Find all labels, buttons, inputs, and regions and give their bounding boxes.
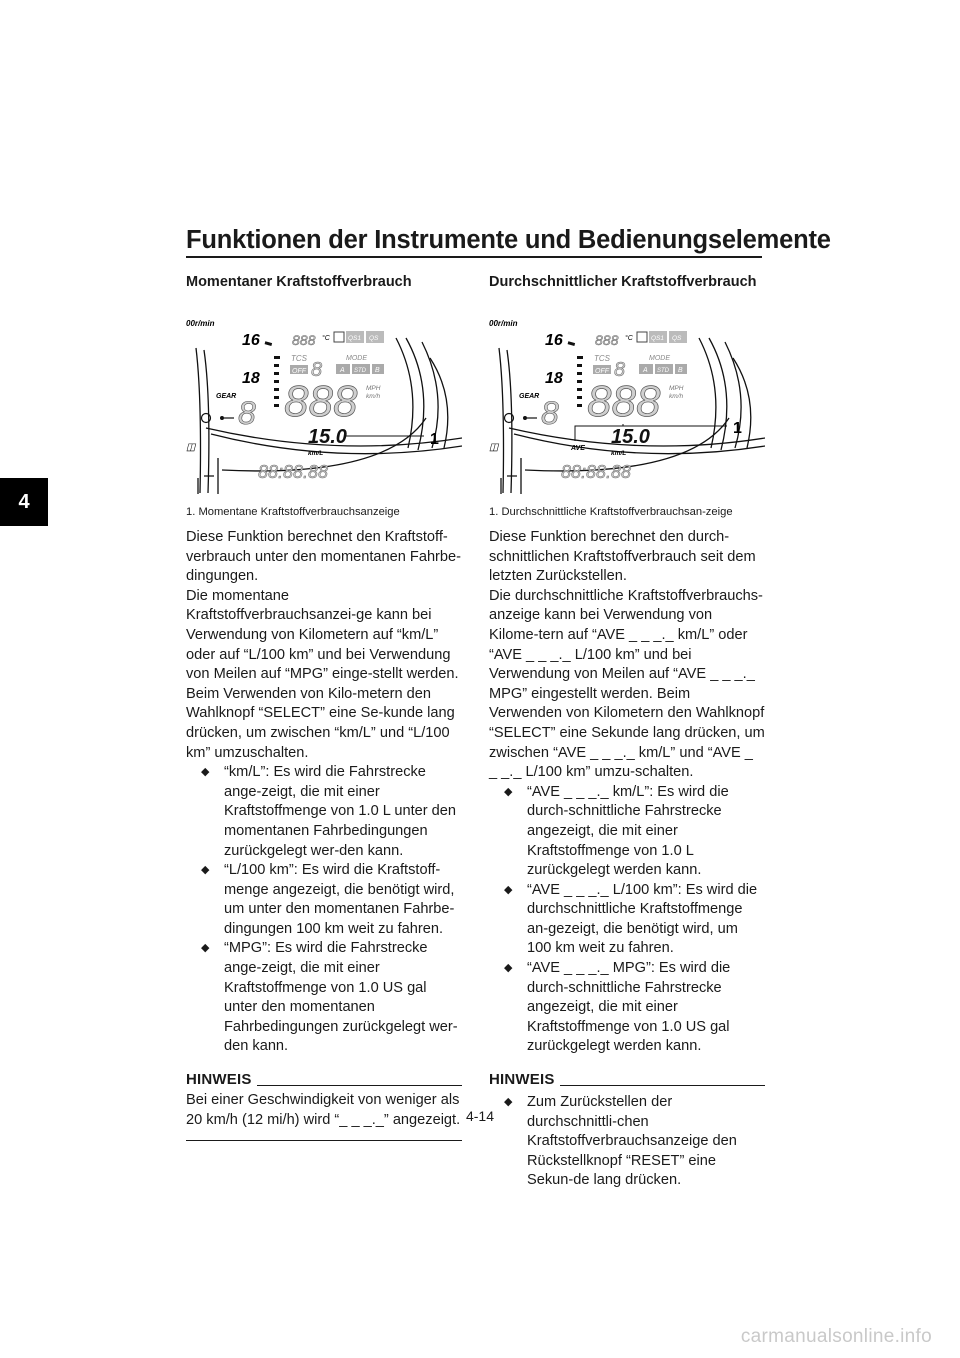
clock-digits: 88:88.88 (258, 462, 329, 482)
callout-number: 1 (733, 420, 742, 437)
option-list (489, 783, 765, 1057)
mode-std-label: STD (354, 368, 366, 374)
instrument-figure-current (186, 298, 462, 498)
list-item: ◆ “AVE _ _ _._ L/100 km”: Es wird die durchschnittliche Kraftstoffmenge an-gezeigt, die benötigt wird, um 100 km weit zu fahren. (527, 881, 765, 959)
kmh-label: km/h (366, 393, 381, 400)
section-heading-current-consumption: Momentaner Kraftstoffverbrauch (186, 274, 412, 290)
list-item: ◆ “MPG”: Es wird die Fahrstrecke ange-zeigt, die mit einer Kraftstoffmenge von 1.0 US gal unter den momentanen Fahrbedingungen zurückgelegt wer-den kann. (224, 939, 462, 1057)
mode-b-label: B (375, 367, 380, 374)
tcs-label: TCS (291, 354, 307, 363)
gear-label: GEAR (519, 393, 540, 400)
temperature-digits: 888 (292, 332, 316, 348)
notice-box (186, 1071, 462, 1141)
mode-a-label: A (643, 367, 648, 374)
body-paragraph-2: Die durchschnittliche Kraftstoffverbrauchs-anzeige kann bei Verwendung von Kilome-tern auf “AVE _ _ _._ km/L” oder “AVE _ _ _._ L/100 km” und bei Verwendung von Meilen auf “AVE _ _ _._ MPG” eingestellt werden. Beim Verwenden von Kilometern den Wahlknopf “SELECT” eine Sekunde lang drücken, um zwischen “AVE _ _ _._ km/L” und “AVE _ _ _._ L/100 km” umzu-schalten. (489, 587, 765, 781)
fuel-consumption-value: 15.0 (611, 426, 650, 448)
body-paragraph-2: Die momentane Kraftstoffverbrauchsanzei-ge kann bei Verwendung von Kilometern auf “km/L” oder auf “L/100 km” und bei Verwendung von Meilen auf “MPG” einge-stellt werden. Beim Verwenden von Kilo-metern den Wahlknopf “SELECT” eine Se-kunde lang drücken, um zwischen “km/L” und “L/100 km” umzuschalten. (186, 587, 459, 761)
mode-label: MODE (649, 355, 670, 362)
mode-label: MODE (346, 355, 367, 362)
key-indicator-icon (220, 416, 224, 420)
notice-box (489, 1071, 765, 1191)
figure-caption: 1. Durchschnittliche Kraftstoffverbrauchsan-zeige (489, 506, 733, 518)
watermark[interactable]: carmanualsonline.info (740, 1326, 932, 1347)
figure-caption: 1. Momentane Kraftstoffverbrauchsanzeige (186, 506, 400, 518)
page-number: 4-14 (465, 1108, 495, 1124)
chapter-tab: 4 (0, 478, 48, 526)
celsius-label: °C (625, 335, 633, 342)
left-column (186, 272, 462, 1141)
list-item: ◆ Zum Zurückstellen der durchschnittli-chen Kraftstoffverbrauchsanzeige den Rückstellknopf “RESET” eine Sekun-de lang drücken. (527, 1093, 765, 1191)
gear-label: GEAR (216, 393, 237, 400)
tcs-digit: 8 (614, 359, 626, 381)
right-column (489, 272, 765, 1191)
ave-label: AVE (571, 445, 585, 452)
fuel-icon (334, 332, 344, 342)
fuel-gauge-icon: ◫ (186, 442, 196, 453)
qs-indicator-1: QS1 (651, 335, 665, 342)
mph-label: MPH (366, 385, 381, 392)
list-item: ◆ “km/L”: Es wird die Fahrstrecke ange-zeigt, die mit einer Kraftstoffmenge von 1.0 L unter den momentanen Fahrbedingungen zurückgelegt wer-den kann. (224, 763, 462, 861)
list-item: ◆ “AVE _ _ _._ km/L”: Es wird die durch-schnittliche Fahrstrecke angezeigt, die mit einer Kraftstoffmenge von 1.0 L zurückgelegt werden kann. (527, 783, 765, 881)
tcs-off-label: OFF (292, 368, 306, 375)
fuel-consumption-unit: km/L (611, 450, 627, 457)
mph-label: MPH (669, 385, 684, 392)
callout-number: 1 (430, 431, 439, 448)
tach-number-16: 16 (242, 332, 260, 349)
section-heading-average-consumption: Durchschnittlicher Kraftstoffverbrauch (489, 274, 757, 290)
mode-b-label: B (678, 367, 683, 374)
clock-digits: 88:88.88 (561, 462, 632, 482)
qs-indicator-2: QS (369, 335, 379, 342)
speed-digits: 888 (587, 377, 661, 426)
list-item: ◆ “L/100 km”: Es wird die Kraftstoff-menge angezeigt, die benötigt wird, um unter den momentanen Fahrbe-dingungen 100 km weit zu fahren. (224, 861, 462, 939)
notice-text: Bei einer Geschwindigkeit von weniger als 20 km/h (12 mi/h) wird “_ _ _._” angezeigt. (186, 1092, 461, 1128)
body-paragraph-1: Diese Funktion berechnet den durch-schnittlichen Kraftstoffverbrauch seit dem letzten Zurückstellen. (489, 529, 756, 585)
instrument-figure-average (489, 298, 765, 498)
rpm-label: 00r/min (489, 319, 518, 328)
gear-digit: 8 (238, 395, 256, 431)
fuel-consumption-unit: km/L (308, 450, 324, 457)
page-header-title: Funktionen der Instrumente und Bedienungselemente (186, 226, 831, 254)
fuel-consumption-value: 15.0 (308, 426, 347, 448)
speed-digits: 888 (284, 377, 358, 426)
fuel-icon (637, 332, 647, 342)
list-item: ◆ “AVE _ _ _._ MPG”: Es wird die durch-schnittliche Fahrstrecke angezeigt, die mit einer Kraftstoffmenge von 1.0 US gal zurückgelegt werden kann. (527, 959, 765, 1057)
tach-number-16: 16 (545, 332, 563, 349)
rpm-label: 00r/min (186, 319, 215, 328)
qs-indicator-2: QS (672, 335, 682, 342)
tcs-digit: 8 (311, 359, 323, 381)
key-indicator-icon (523, 416, 527, 420)
mode-std-label: STD (657, 368, 669, 374)
notice-label: HINWEIS (186, 1071, 252, 1089)
callout-leader (575, 426, 727, 441)
temperature-digits: 888 (595, 332, 619, 348)
option-list (186, 763, 462, 1057)
qs-indicator-1: QS1 (348, 335, 362, 342)
body-paragraph-1: Diese Funktion berechnet den Kraftstoff-verbrauch unter den momentanen Fahrbe-dingungen. (186, 529, 462, 585)
mode-a-label: A (340, 367, 345, 374)
tcs-off-label: OFF (595, 368, 609, 375)
tcs-label: TCS (594, 354, 610, 363)
tach-number-18: 18 (242, 370, 260, 387)
gear-digit: 8 (541, 395, 559, 431)
kmh-label: km/h (669, 393, 684, 400)
header-rule (186, 256, 762, 258)
celsius-label: °C (322, 335, 330, 342)
fuel-gauge-icon: ◫ (489, 442, 499, 453)
tach-number-18: 18 (545, 370, 563, 387)
notice-label: HINWEIS (489, 1071, 555, 1089)
